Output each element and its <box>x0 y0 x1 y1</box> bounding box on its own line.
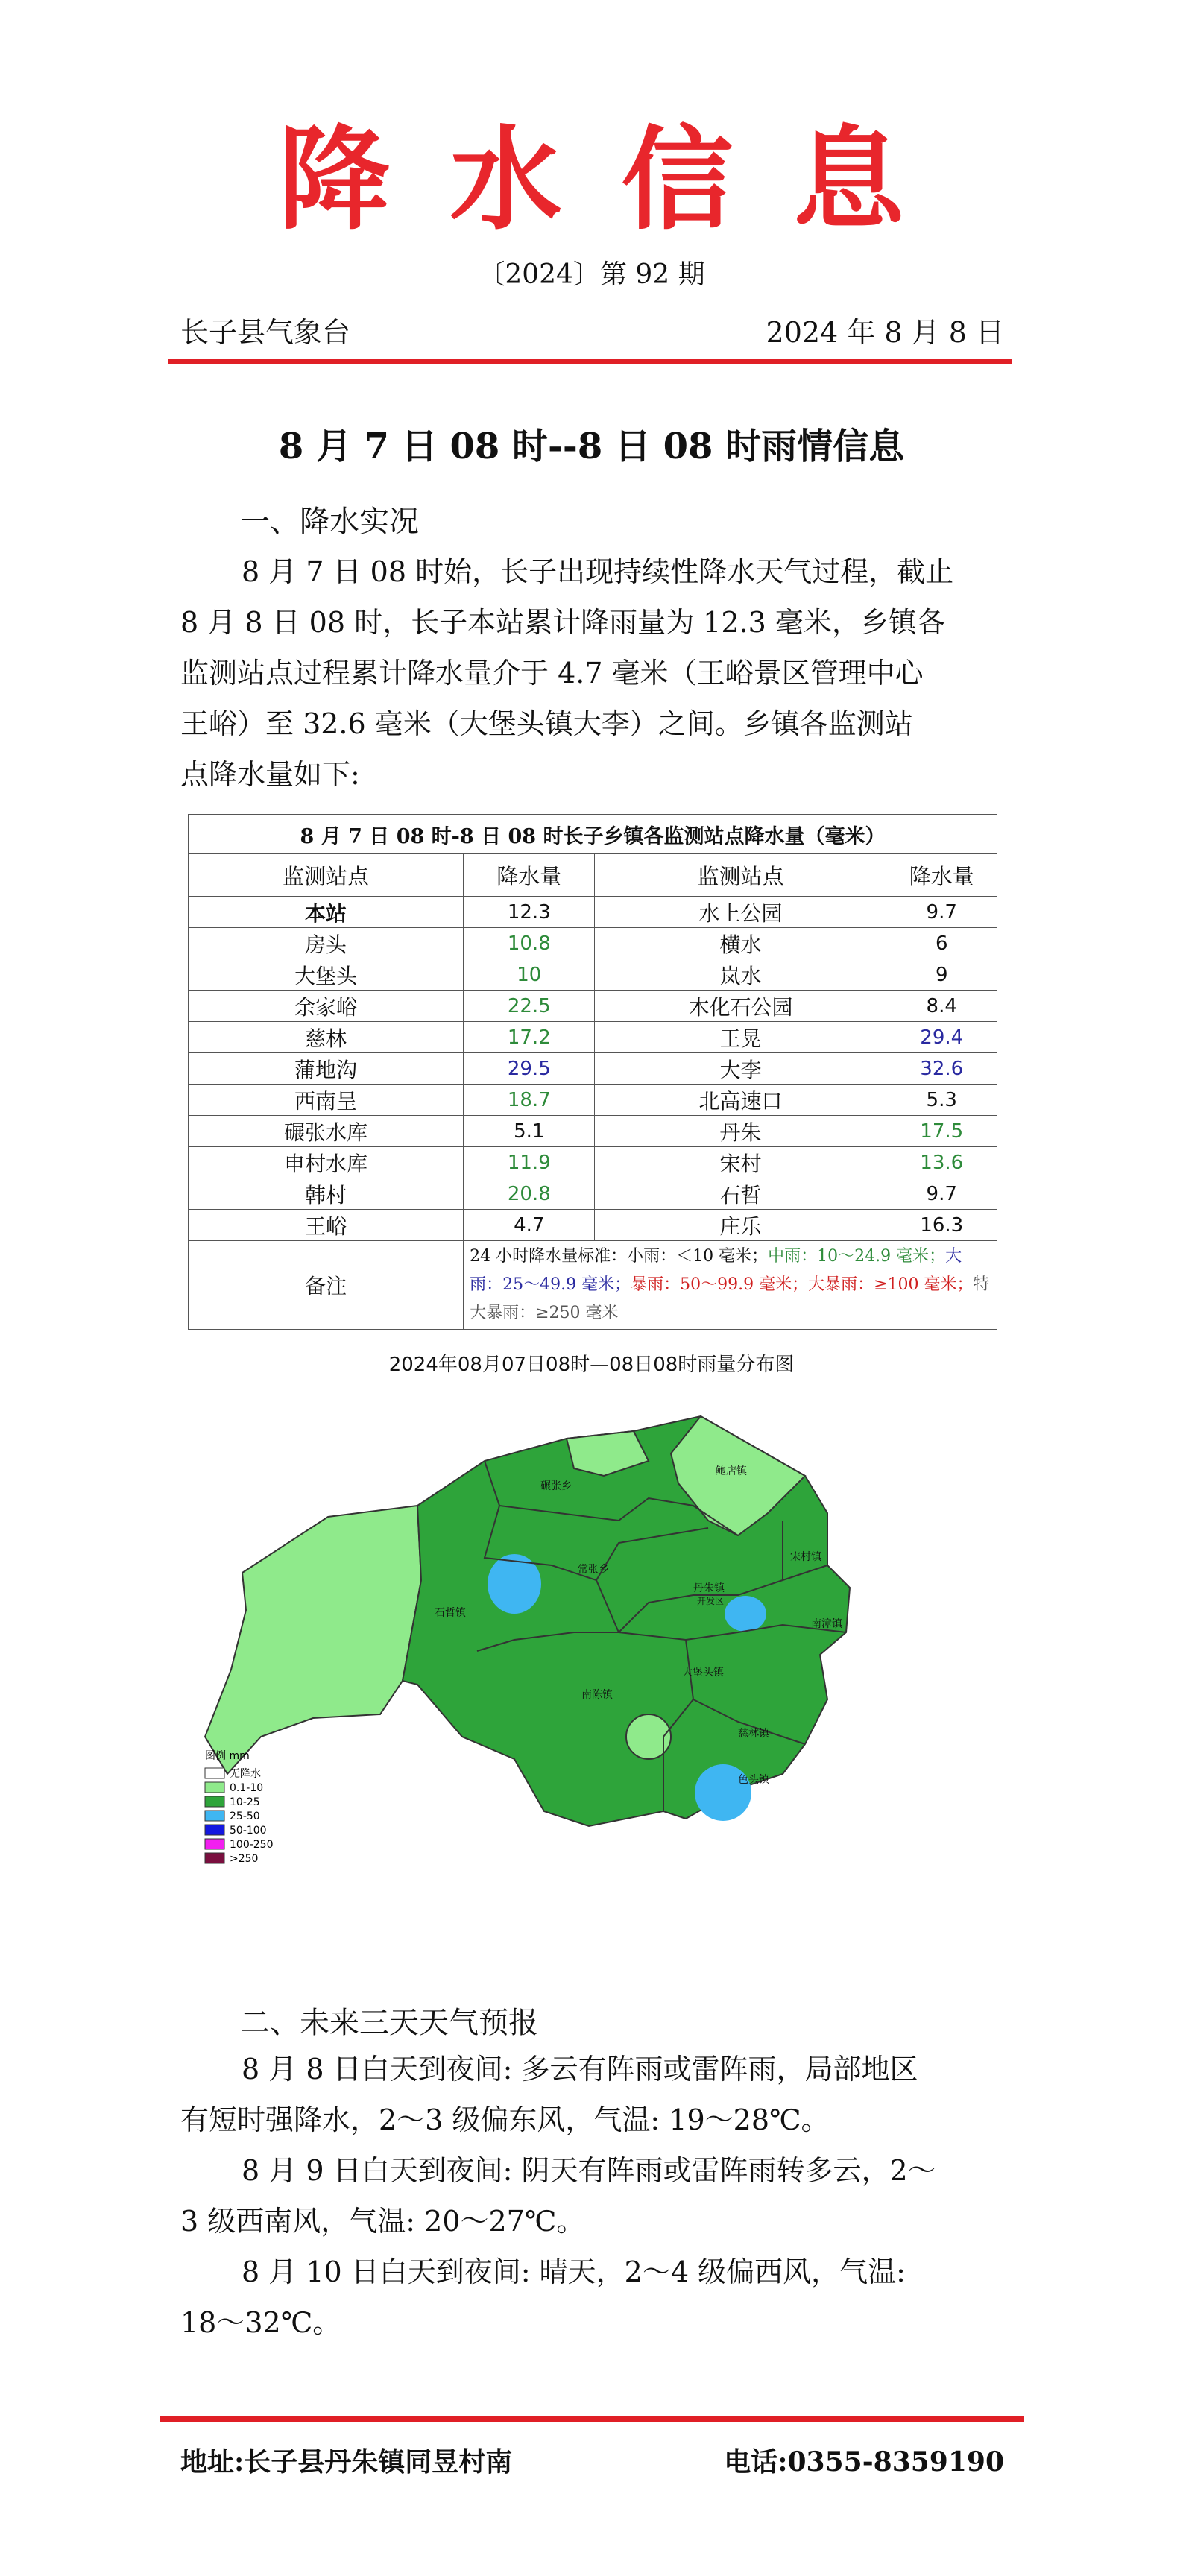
column-header: 监测站点 <box>595 854 886 897</box>
station-name: 横水 <box>595 928 886 959</box>
body-line: 8 月 8 日 08 时，长子本站累计降雨量为 12.3 毫米，乡镇各 <box>180 606 945 639</box>
station-name: 慈林 <box>189 1022 464 1053</box>
station-name: 岚水 <box>595 959 886 991</box>
town-label: 色头镇 <box>738 1774 769 1786</box>
map-blue-patch <box>695 1764 751 1821</box>
table-row <box>189 1085 997 1116</box>
map-region-light <box>205 1506 421 1774</box>
rainfall-map <box>171 1386 991 1945</box>
note-part: 特大暴雨：≥250 毫米 <box>470 1275 990 1322</box>
section-heading: 二、未来三天天气预报 <box>240 2006 538 2040</box>
legend-swatch <box>205 1839 224 1849</box>
station-name: 王峪 <box>189 1210 464 1241</box>
station-name: 丹朱 <box>595 1116 886 1147</box>
table-caption: 8 月 7 日 08 时-8 日 08 时长子乡镇各监测站点降水量（毫米） <box>189 815 997 854</box>
note-part: 暴雨：50～99.9 毫米；大暴雨：≥100 毫米； <box>631 1275 974 1294</box>
station-name: 石哲 <box>595 1178 886 1210</box>
rainfall-value: 12.3 <box>464 897 595 928</box>
town-label: 开发区 <box>697 1596 725 1606</box>
legend-label: 0.1-10 <box>230 1782 264 1794</box>
body-line: 点降水量如下: <box>180 758 360 791</box>
legend-label: 25-50 <box>230 1811 260 1822</box>
table-row <box>189 959 997 991</box>
town-label: 碾张乡 <box>540 1480 572 1492</box>
forecast-line: 8 月 9 日白天到夜间: 阴天有阵雨或雷阵雨转多云，2～ <box>242 2154 936 2187</box>
column-header: 监测站点 <box>189 854 464 897</box>
table-row <box>189 991 997 1022</box>
map-title: 2024年08月07日08时—08日08时雨量分布图 <box>388 1354 795 1376</box>
issue-date: 2024 年 8 月 8 日 <box>766 316 1004 349</box>
column-header: 降水量 <box>464 854 595 897</box>
body-line: 8 月 7 日 08 时始，长子出现持续性降水天气过程，截止 <box>242 555 954 588</box>
legend-label: 无降水 <box>230 1768 261 1780</box>
rainfall-table <box>188 814 997 1330</box>
town-label: 慈林镇 <box>738 1728 769 1740</box>
rainfall-value: 9.7 <box>886 1178 997 1210</box>
station-name: 大李 <box>595 1053 886 1085</box>
legend-title: 图例 mm <box>205 1750 250 1762</box>
issue-number: 〔2024〕第 92 期 <box>478 259 705 290</box>
rainfall-value: 11.9 <box>464 1147 595 1178</box>
station-name: 本站 <box>189 897 464 928</box>
body-line: 王峪）至 32.6 毫米（大堡头镇大李）之间。乡镇各监测站 <box>180 707 913 740</box>
legend-label: >250 <box>230 1853 259 1865</box>
table-row <box>189 1147 997 1178</box>
forecast-line: 8 月 8 日白天到夜间: 多云有阵雨或雷阵雨，局部地区 <box>242 2053 918 2086</box>
title-char: 信 <box>621 114 734 245</box>
legend-swatch <box>205 1782 224 1793</box>
table-body <box>189 897 997 1241</box>
rainfall-value: 17.5 <box>886 1116 997 1147</box>
rainfall-value: 9 <box>886 959 997 991</box>
forecast-body <box>180 2044 1000 2348</box>
legend-swatch <box>205 1853 224 1863</box>
legend-label: 50-100 <box>230 1825 267 1837</box>
table-row <box>189 1178 997 1210</box>
rainfall-value: 32.6 <box>886 1053 997 1085</box>
rainfall-value: 17.2 <box>464 1022 595 1053</box>
table-row <box>189 928 997 959</box>
town-label: 南漳镇 <box>811 1618 842 1630</box>
table-row <box>189 1210 997 1241</box>
station-name: 蒲地沟 <box>189 1053 464 1085</box>
table-header-row <box>189 854 997 897</box>
station-name: 韩村 <box>189 1178 464 1210</box>
forecast-line: 18～32℃。 <box>180 2306 341 2339</box>
header-rule <box>168 359 1012 364</box>
table-row <box>189 897 997 928</box>
station-name: 王晃 <box>595 1022 886 1053</box>
rainfall-value: 8.4 <box>886 991 997 1022</box>
legend-swatch <box>205 1768 224 1778</box>
title-char: 息 <box>792 114 905 245</box>
town-label: 宋村镇 <box>790 1551 821 1563</box>
rainfall-value: 20.8 <box>464 1178 595 1210</box>
legend-swatch <box>205 1811 224 1821</box>
town-label: 丹朱镇 <box>693 1582 725 1594</box>
body-line: 监测站点过程累计降水量介于 4.7 毫米（王峪景区管理中心 <box>180 657 924 689</box>
town-label: 南陈镇 <box>581 1689 613 1701</box>
town-label: 常张乡 <box>578 1564 609 1576</box>
legend-swatch <box>205 1796 224 1807</box>
rainfall-value: 10 <box>464 959 595 991</box>
organization: 长子县气象台 <box>180 316 351 349</box>
footer-address: 地址:长子县丹朱镇同昱村南 <box>180 2446 513 2478</box>
rainfall-value: 6 <box>886 928 997 959</box>
station-name: 宋村 <box>595 1147 886 1178</box>
forecast-line: 有短时强降水，2～3 级偏东风，气温: 19～28℃。 <box>180 2103 830 2136</box>
legend-label: 10-25 <box>230 1796 260 1808</box>
town-label: 鲍店镇 <box>716 1465 747 1477</box>
legend-swatch <box>205 1825 224 1835</box>
rainfall-value: 29.5 <box>464 1053 595 1085</box>
table-row <box>189 1116 997 1147</box>
footer-phone: 电话:0355-8359190 <box>724 2446 1004 2478</box>
note-part: 24 小时降水量标准：小雨：＜10 毫米； <box>470 1247 769 1266</box>
rainfall-value: 13.6 <box>886 1147 997 1178</box>
rainfall-value: 29.4 <box>886 1022 997 1053</box>
rainfall-value: 22.5 <box>464 991 595 1022</box>
station-name: 庄乐 <box>595 1210 886 1241</box>
title-char: 降 <box>278 114 391 245</box>
headline: 8 月 7 日 08 时--8 日 08 时雨情信息 <box>278 426 905 467</box>
station-name: 水上公园 <box>595 897 886 928</box>
rainfall-value: 10.8 <box>464 928 595 959</box>
rainfall-value: 5.1 <box>464 1116 595 1147</box>
rainfall-value: 16.3 <box>886 1210 997 1241</box>
section1-body <box>180 546 1000 800</box>
forecast-line: 8 月 10 日白天到夜间: 晴天，2～4 级偏西风，气温: <box>242 2255 906 2288</box>
note-part: 大雨：25～49.9 毫米； <box>470 1247 962 1294</box>
note-label: 备注 <box>189 1241 464 1330</box>
rainfall-value: 9.7 <box>886 897 997 928</box>
note-text <box>464 1241 997 1330</box>
forecast-line: 3 级西南风，气温: 20～27℃。 <box>180 2205 585 2238</box>
table-row <box>189 1022 997 1053</box>
station-name: 木化石公园 <box>595 991 886 1022</box>
map-legend <box>205 1750 274 1865</box>
station-name: 大堡头 <box>189 959 464 991</box>
station-name: 西南呈 <box>189 1085 464 1116</box>
rainfall-value: 5.3 <box>886 1085 997 1116</box>
station-name: 碾张水库 <box>189 1116 464 1147</box>
legend-label: 100-250 <box>230 1839 274 1851</box>
station-name: 申村水库 <box>189 1147 464 1178</box>
station-name: 余家峪 <box>189 991 464 1022</box>
rainfall-value: 18.7 <box>464 1085 595 1116</box>
rainfall-value: 4.7 <box>464 1210 595 1241</box>
town-label: 石哲镇 <box>435 1607 466 1619</box>
note-part: 中雨：10～24.9 毫米； <box>768 1247 946 1266</box>
station-name: 北高速口 <box>595 1085 886 1116</box>
town-label: 大堡头镇 <box>682 1667 724 1679</box>
map-blue-patch <box>725 1596 766 1632</box>
station-name: 房头 <box>189 928 464 959</box>
bulletin-title <box>0 89 1183 250</box>
table-note-row <box>189 1241 997 1330</box>
footer-rule <box>160 2416 1024 2422</box>
column-header: 降水量 <box>886 854 997 897</box>
title-char: 水 <box>449 114 562 245</box>
section-heading: 一、降水实况 <box>240 505 419 539</box>
table-row <box>189 1053 997 1085</box>
